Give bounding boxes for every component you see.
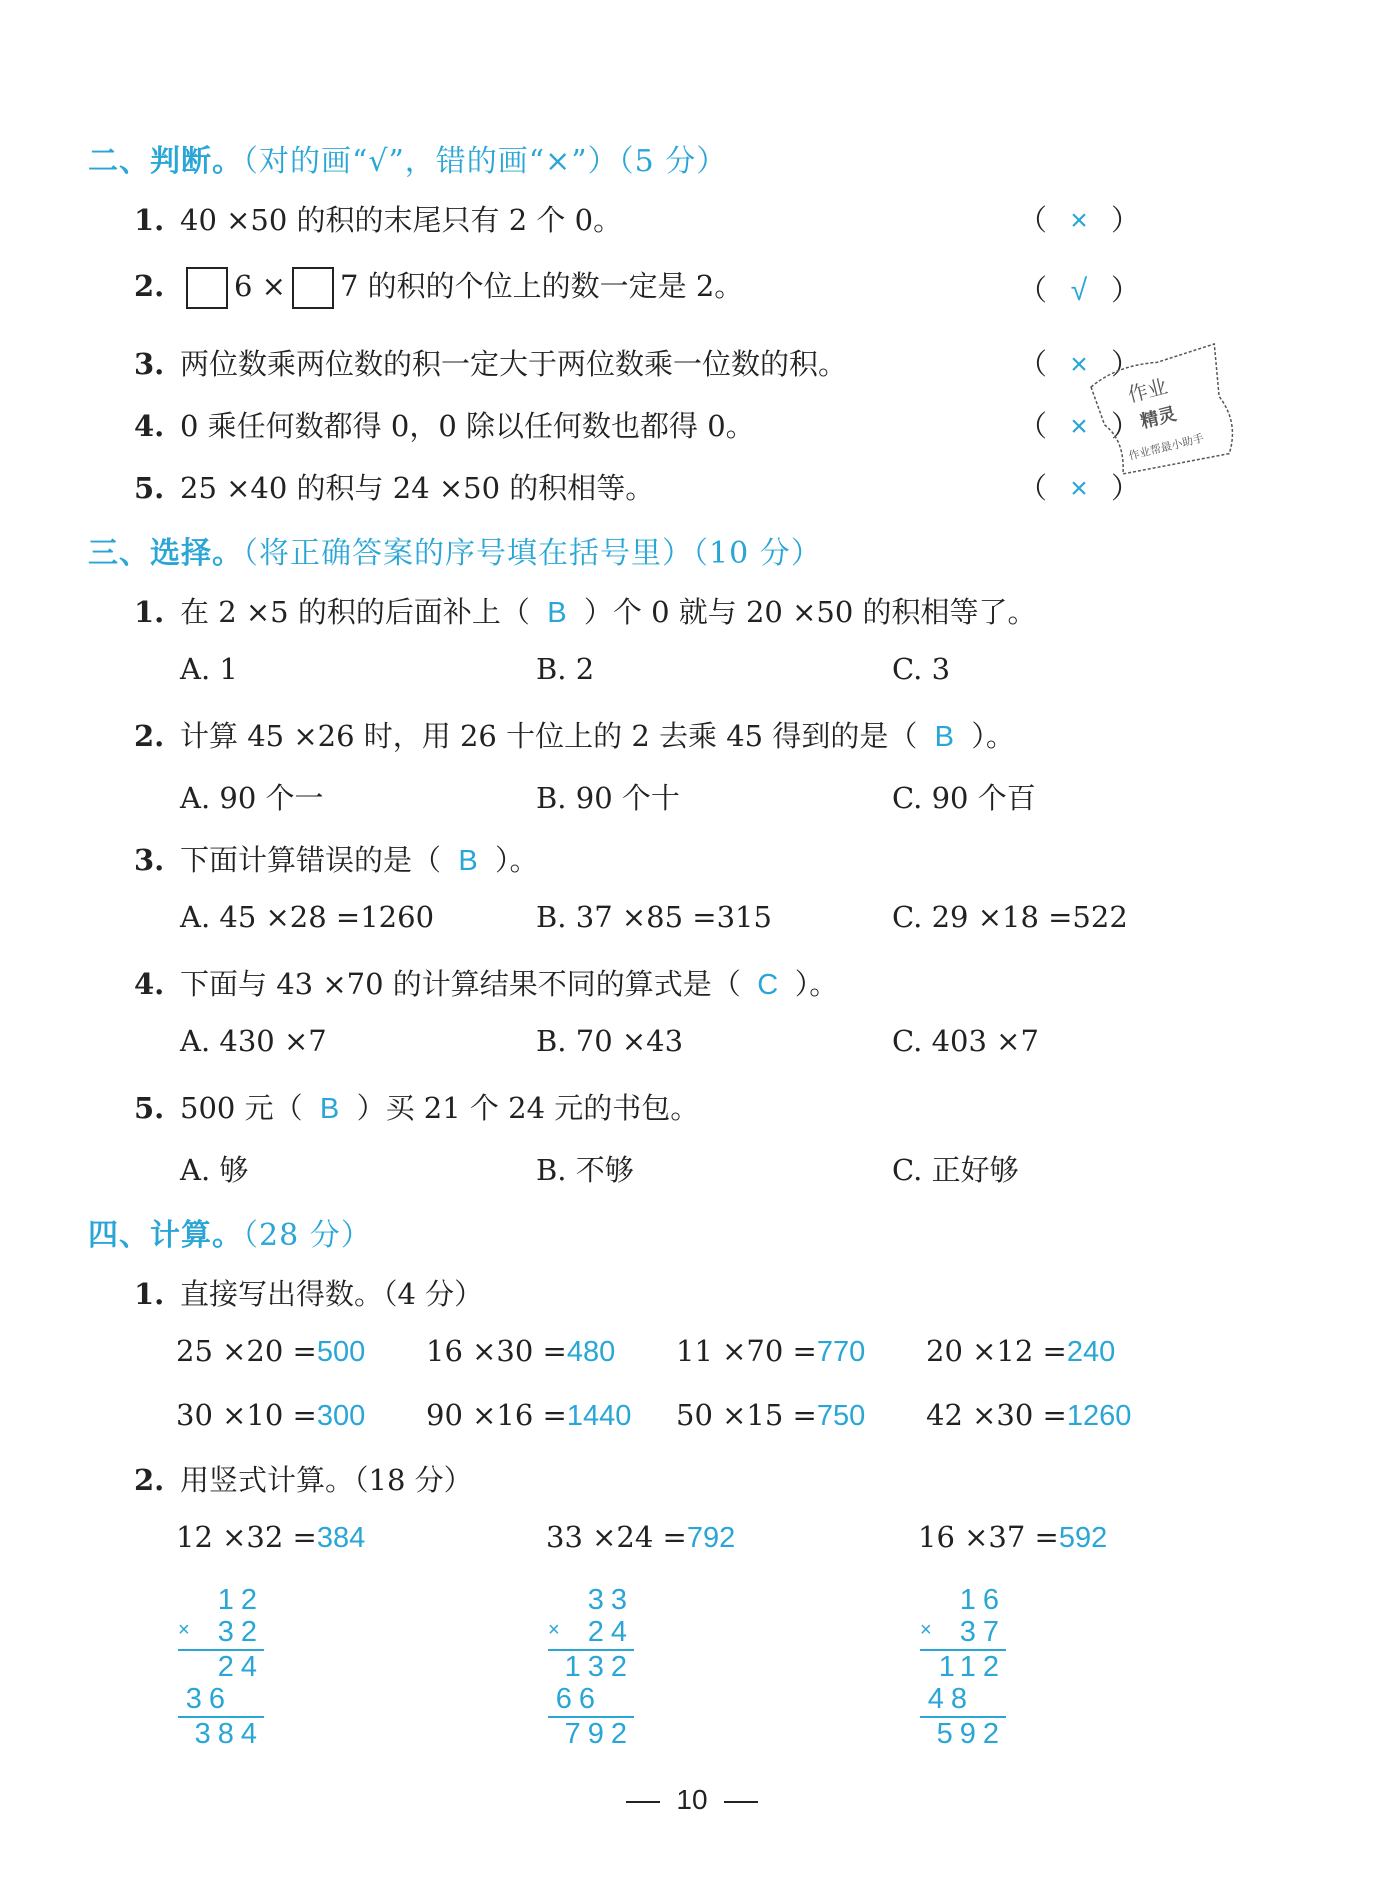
calc-answer: 500 xyxy=(316,1336,366,1368)
calc-answer: 480 xyxy=(566,1336,616,1368)
stamp-line1: 作业 xyxy=(1125,374,1170,407)
page-footer xyxy=(0,1784,1384,1816)
question-number: 2. xyxy=(134,719,165,753)
vertical-calc-expression xyxy=(918,1520,1107,1555)
section3-note: （将正确答案的序号填在括号里）（10 分） xyxy=(243,536,822,571)
vertical-calc-work xyxy=(920,1584,1006,1750)
cross-mark-icon: × xyxy=(1070,410,1088,443)
option-a: A. 90 个一 xyxy=(180,781,324,815)
question-text: 计算 45 ×26 时，用 26 十位上的 2 去乘 45 得到的是（ xyxy=(180,719,918,753)
calc-expression: 25 ×20 = xyxy=(176,1334,317,1368)
question-text: ）买 21 个 24 元的书包。 xyxy=(356,1091,700,1125)
choice-question-4 xyxy=(134,962,838,1003)
calc-expression: 50 ×15 = xyxy=(676,1398,817,1432)
question-text: 在 2 ×5 的积的后面补上（ xyxy=(180,595,530,629)
choice-question-5 xyxy=(134,1086,699,1127)
calc-answer: 384 xyxy=(316,1522,366,1554)
multiply-sign: × xyxy=(178,1619,190,1641)
section4-note: （28 分） xyxy=(243,1218,372,1253)
multiply-sign: × xyxy=(548,1619,560,1641)
section3-title: 三、选择。 xyxy=(88,536,243,571)
judge-answer-1 xyxy=(1018,198,1140,239)
direct-calc-item xyxy=(176,1398,365,1433)
final-product: 592 xyxy=(936,1718,1006,1750)
direct-calc-item xyxy=(926,1334,1115,1369)
paren-open: （ xyxy=(1018,409,1048,443)
stamp-line2: 精灵 xyxy=(1138,403,1179,433)
calc-answer: 1440 xyxy=(566,1400,632,1432)
option-a: A. 430 ×7 xyxy=(180,1024,327,1058)
option-b: B. 37 ×85 =315 xyxy=(536,900,772,934)
option-c: C. 正好够 xyxy=(892,1153,1019,1187)
paren-close: ） xyxy=(1111,347,1141,381)
question-text: 下面与 43 ×70 的计算结果不同的算式是（ xyxy=(180,967,741,1001)
multiplier: 24 xyxy=(587,1616,634,1648)
paren-open: （ xyxy=(1018,471,1048,505)
section4-heading xyxy=(88,1210,372,1254)
calc-answer: 792 xyxy=(686,1522,736,1554)
calc-expression: 90 ×16 = xyxy=(426,1398,567,1432)
calc-expression: 30 ×10 = xyxy=(176,1398,317,1432)
question-number: 3. xyxy=(134,843,165,877)
direct-calc-item xyxy=(176,1334,365,1369)
calc-expression: 12 ×32 = xyxy=(176,1520,317,1554)
direct-calc-item xyxy=(426,1398,631,1433)
calc-expression: 33 ×24 = xyxy=(546,1520,687,1554)
section2-heading xyxy=(88,136,727,180)
choice-question-1 xyxy=(134,590,1037,631)
calc-expression: 42 ×30 = xyxy=(926,1398,1067,1432)
question-text: 500 元（ xyxy=(180,1091,303,1125)
question-text: ）。 xyxy=(495,843,539,877)
option-a: A. 45 ×28 =1260 xyxy=(180,900,435,934)
partial-product-1: 132 xyxy=(564,1651,634,1683)
direct-calc-item xyxy=(676,1398,865,1433)
check-mark-icon: √ xyxy=(1070,274,1088,307)
judge-answer-2 xyxy=(1018,268,1140,309)
item-text: 40 ×50 的积的末尾只有 2 个 0。 xyxy=(180,203,623,237)
question-text: 下面计算错误的是（ xyxy=(180,843,442,877)
option-a: A. 1 xyxy=(180,652,238,686)
question-number: 5. xyxy=(134,1091,165,1125)
section2-note: （对的画“√”，错的画“×”）（5 分） xyxy=(243,144,728,179)
paren-close: ） xyxy=(1111,203,1141,237)
part-number: 1. xyxy=(134,1277,165,1311)
calc-expression: 11 ×70 = xyxy=(676,1334,817,1368)
multiply-sign: × xyxy=(920,1619,932,1641)
partial-product-1: 24 xyxy=(217,1651,264,1683)
item-text: 0 乘任何数都得 0，0 除以任何数也都得 0。 xyxy=(180,409,755,443)
item-number: 3. xyxy=(134,347,165,381)
question-number: 4. xyxy=(134,967,165,1001)
option-c: C. 403 ×7 xyxy=(892,1024,1039,1058)
partial-product-2: 66 xyxy=(555,1683,602,1715)
item-text: 25 ×40 的积与 24 ×50 的积相等。 xyxy=(180,471,655,505)
direct-calc-item xyxy=(676,1334,865,1369)
part-number: 2. xyxy=(134,1463,165,1497)
calc-part2-label xyxy=(134,1458,473,1499)
paren-close: ） xyxy=(1111,409,1141,443)
option-a: A. 够 xyxy=(180,1153,249,1187)
calc-expression: 16 ×37 = xyxy=(918,1520,1059,1554)
judge-item-5 xyxy=(134,466,654,507)
calc-answer: 1260 xyxy=(1066,1400,1132,1432)
vertical-calc-expression xyxy=(176,1520,365,1555)
stamp-line3: 作业帮最小助手 xyxy=(1127,431,1206,463)
vertical-calc-work xyxy=(178,1584,264,1750)
footer-dash xyxy=(626,1801,660,1803)
judge-item-2 xyxy=(134,264,743,309)
multiplicand: 12 xyxy=(217,1584,264,1616)
page-number: 10 xyxy=(676,1784,708,1815)
calc-expression: 16 ×30 = xyxy=(426,1334,567,1368)
option-c: C. 3 xyxy=(892,652,951,686)
final-product: 792 xyxy=(564,1718,634,1750)
item-text: 6 × xyxy=(234,269,286,303)
part-label: 用竖式计算。（18 分） xyxy=(180,1463,473,1497)
partial-product-1: 112 xyxy=(938,1651,1006,1683)
direct-calc-item xyxy=(426,1334,615,1369)
item-number: 4. xyxy=(134,409,165,443)
answer-letter: B xyxy=(934,721,954,753)
choice-question-3 xyxy=(134,838,539,879)
question-text: ）个 0 就与 20 ×50 的积相等了。 xyxy=(583,595,1037,629)
direct-calc-item xyxy=(926,1398,1131,1433)
calc-answer: 592 xyxy=(1058,1522,1108,1554)
calc-expression: 20 ×12 = xyxy=(926,1334,1067,1368)
cross-mark-icon: × xyxy=(1070,348,1088,381)
option-b: B. 70 ×43 xyxy=(536,1024,684,1058)
blank-box xyxy=(186,267,228,309)
question-text: ）。 xyxy=(794,967,839,1001)
option-c: C. 90 个百 xyxy=(892,781,1036,815)
cross-mark-icon: × xyxy=(1070,204,1088,237)
section3-heading xyxy=(88,528,822,572)
section2-title: 二、判断。 xyxy=(88,144,243,179)
option-c: C. 29 ×18 =522 xyxy=(892,900,1128,934)
partial-product-2: 36 xyxy=(185,1683,232,1715)
multiplier-row xyxy=(548,1616,634,1648)
vertical-calc-expression xyxy=(546,1520,735,1555)
choice-question-2 xyxy=(134,714,1015,755)
calc-answer: 750 xyxy=(816,1400,866,1432)
multiplier: 32 xyxy=(217,1616,264,1648)
answer-letter: C xyxy=(757,969,779,1001)
item-number: 2. xyxy=(134,269,165,303)
multiplicand: 16 xyxy=(959,1584,1006,1616)
option-b: B. 不够 xyxy=(536,1153,634,1187)
judge-item-3 xyxy=(134,342,847,383)
option-b: B. 90 个十 xyxy=(536,781,680,815)
item-text: 7 的积的个位上的数一定是 2。 xyxy=(339,269,744,303)
calc-part1-label xyxy=(134,1272,483,1313)
paren-open: （ xyxy=(1018,273,1048,307)
calc-answer: 240 xyxy=(1066,1336,1116,1368)
judge-item-4 xyxy=(134,404,755,445)
item-number: 5. xyxy=(134,471,165,505)
question-text: ）。 xyxy=(971,719,1015,753)
multiplier-row xyxy=(920,1616,1006,1648)
calc-answer: 770 xyxy=(816,1336,866,1368)
footer-dash xyxy=(724,1801,758,1803)
option-b: B. 2 xyxy=(536,652,595,686)
paren-open: （ xyxy=(1018,203,1048,237)
item-number: 1. xyxy=(134,203,165,237)
calc-answer: 300 xyxy=(316,1400,366,1432)
paren-close: ） xyxy=(1111,273,1141,307)
multiplicand: 33 xyxy=(587,1584,634,1616)
paren-open: （ xyxy=(1018,347,1048,381)
partial-product-2: 48 xyxy=(927,1683,974,1715)
vertical-calc-work xyxy=(548,1584,634,1750)
part-label: 直接写出得数。（4 分） xyxy=(180,1277,484,1311)
answer-letter: B xyxy=(458,845,478,877)
item-text: 两位数乘两位数的积一定大于两位数乘一位数的积。 xyxy=(180,347,848,381)
question-number: 1. xyxy=(134,595,165,629)
answer-letter: B xyxy=(547,597,567,629)
cross-mark-icon: × xyxy=(1070,472,1088,505)
paren-close: ） xyxy=(1111,471,1141,505)
blank-box xyxy=(292,267,334,309)
multiplier-row xyxy=(178,1616,264,1648)
answer-letter: B xyxy=(319,1093,340,1125)
section4-title: 四、计算。 xyxy=(88,1218,243,1253)
judge-item-1 xyxy=(134,198,622,239)
multiplier: 37 xyxy=(959,1616,1006,1648)
final-product: 384 xyxy=(194,1718,264,1750)
